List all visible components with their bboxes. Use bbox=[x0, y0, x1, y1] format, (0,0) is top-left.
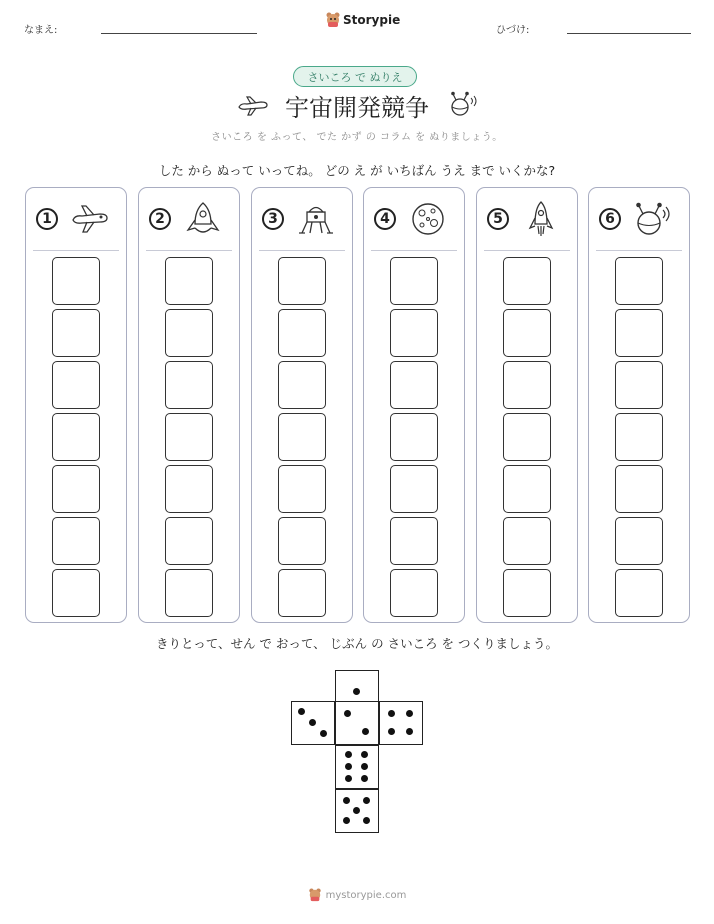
color-box[interactable] bbox=[615, 569, 663, 617]
subtitle-badge: さいころ で ぬりえ bbox=[293, 66, 417, 87]
dice-pip bbox=[361, 775, 368, 782]
column-divider bbox=[259, 250, 345, 251]
dice-face-5 bbox=[335, 789, 379, 833]
dice-pip bbox=[362, 728, 369, 735]
footer bbox=[0, 888, 714, 902]
roll-instruction: さいころ を ふって、 でた かず の コラム を ぬりましょう。 bbox=[211, 132, 503, 143]
color-box[interactable] bbox=[615, 517, 663, 565]
dice-face-4 bbox=[379, 701, 423, 745]
bear-logo-icon bbox=[326, 12, 340, 28]
color-box[interactable] bbox=[390, 309, 438, 357]
dice-pip bbox=[363, 797, 370, 804]
color-box[interactable] bbox=[52, 517, 100, 565]
dice-pip bbox=[320, 730, 327, 737]
dice-pip bbox=[353, 688, 360, 695]
date-line bbox=[567, 33, 691, 34]
column-3 bbox=[251, 187, 353, 623]
column-number: 3 bbox=[262, 208, 284, 230]
color-box[interactable] bbox=[390, 361, 438, 409]
column-6 bbox=[588, 187, 690, 623]
dice-pip bbox=[406, 710, 413, 717]
footer-url: mystorypie.com bbox=[325, 889, 407, 901]
column-2 bbox=[138, 187, 240, 623]
color-instruction: した から ぬって いってね。 どの え が いちばん うえ まで いくかな? bbox=[158, 163, 556, 178]
dice-pip bbox=[343, 817, 350, 824]
color-box[interactable] bbox=[390, 517, 438, 565]
dice-pip bbox=[361, 763, 368, 770]
airplane-icon bbox=[70, 200, 110, 238]
color-box[interactable] bbox=[278, 465, 326, 513]
color-box[interactable] bbox=[503, 517, 551, 565]
dice-pip bbox=[344, 710, 351, 717]
color-box[interactable] bbox=[390, 569, 438, 617]
dice-pip bbox=[388, 710, 395, 717]
dice-face-6 bbox=[335, 745, 379, 789]
dice-pip bbox=[406, 728, 413, 735]
column-divider bbox=[484, 250, 570, 251]
color-box[interactable] bbox=[278, 257, 326, 305]
column-number: 6 bbox=[599, 208, 621, 230]
column-1 bbox=[25, 187, 127, 623]
column-number: 2 bbox=[149, 208, 171, 230]
color-box[interactable] bbox=[278, 361, 326, 409]
dice-pip bbox=[309, 719, 316, 726]
dice-pip bbox=[345, 763, 352, 770]
color-box[interactable] bbox=[615, 361, 663, 409]
dice-pip bbox=[298, 708, 305, 715]
column-4 bbox=[363, 187, 465, 623]
color-box[interactable] bbox=[615, 257, 663, 305]
column-divider bbox=[596, 250, 682, 251]
color-box[interactable] bbox=[278, 309, 326, 357]
rocket-icon bbox=[183, 200, 223, 238]
color-box[interactable] bbox=[503, 465, 551, 513]
dice-pip bbox=[388, 728, 395, 735]
color-box[interactable] bbox=[52, 257, 100, 305]
color-box[interactable] bbox=[165, 257, 213, 305]
color-box[interactable] bbox=[52, 413, 100, 461]
color-box[interactable] bbox=[503, 257, 551, 305]
small-rocket-icon bbox=[521, 200, 561, 238]
column-divider bbox=[146, 250, 232, 251]
color-box[interactable] bbox=[503, 309, 551, 357]
color-box[interactable] bbox=[615, 413, 663, 461]
dice-face-2 bbox=[335, 701, 379, 745]
color-box[interactable] bbox=[278, 413, 326, 461]
color-box[interactable] bbox=[390, 465, 438, 513]
color-box[interactable] bbox=[278, 569, 326, 617]
dice-pip bbox=[345, 775, 352, 782]
dice-pip bbox=[361, 751, 368, 758]
column-number: 1 bbox=[36, 208, 58, 230]
column-5 bbox=[476, 187, 578, 623]
color-box[interactable] bbox=[390, 257, 438, 305]
cut-instruction: きりとって、せん で おって、 じぶん の さいころ を つくりましょう。 bbox=[155, 636, 559, 651]
color-box[interactable] bbox=[615, 465, 663, 513]
satellite-icon bbox=[448, 90, 480, 118]
satellite-icon bbox=[633, 200, 673, 238]
color-box[interactable] bbox=[503, 569, 551, 617]
color-box[interactable] bbox=[52, 569, 100, 617]
name-label: なまえ: bbox=[24, 25, 58, 36]
color-box[interactable] bbox=[165, 517, 213, 565]
color-box[interactable] bbox=[52, 465, 100, 513]
color-box[interactable] bbox=[615, 309, 663, 357]
color-box[interactable] bbox=[278, 517, 326, 565]
date-label: ひづけ: bbox=[496, 25, 530, 36]
bear-logo-icon bbox=[308, 888, 322, 902]
logo-text: Storypie bbox=[343, 13, 401, 27]
color-box[interactable] bbox=[165, 309, 213, 357]
color-box[interactable] bbox=[165, 569, 213, 617]
dice-pip bbox=[343, 797, 350, 804]
color-box[interactable] bbox=[165, 361, 213, 409]
color-box[interactable] bbox=[165, 465, 213, 513]
lunar-lander-icon bbox=[296, 200, 336, 238]
column-divider bbox=[33, 250, 119, 251]
dice-pip bbox=[353, 807, 360, 814]
color-box[interactable] bbox=[52, 361, 100, 409]
logo bbox=[326, 12, 400, 28]
dice-pip bbox=[363, 817, 370, 824]
page-title: 宇宙開発競争 bbox=[285, 94, 429, 122]
column-divider bbox=[371, 250, 457, 251]
moon-icon bbox=[408, 200, 448, 238]
color-box[interactable] bbox=[503, 413, 551, 461]
name-line bbox=[101, 33, 257, 34]
color-box[interactable] bbox=[165, 413, 213, 461]
dice-pip bbox=[345, 751, 352, 758]
color-box[interactable] bbox=[52, 309, 100, 357]
column-number: 5 bbox=[487, 208, 509, 230]
dice-face-3 bbox=[291, 701, 335, 745]
color-box[interactable] bbox=[503, 361, 551, 409]
column-number: 4 bbox=[374, 208, 396, 230]
color-box[interactable] bbox=[390, 413, 438, 461]
